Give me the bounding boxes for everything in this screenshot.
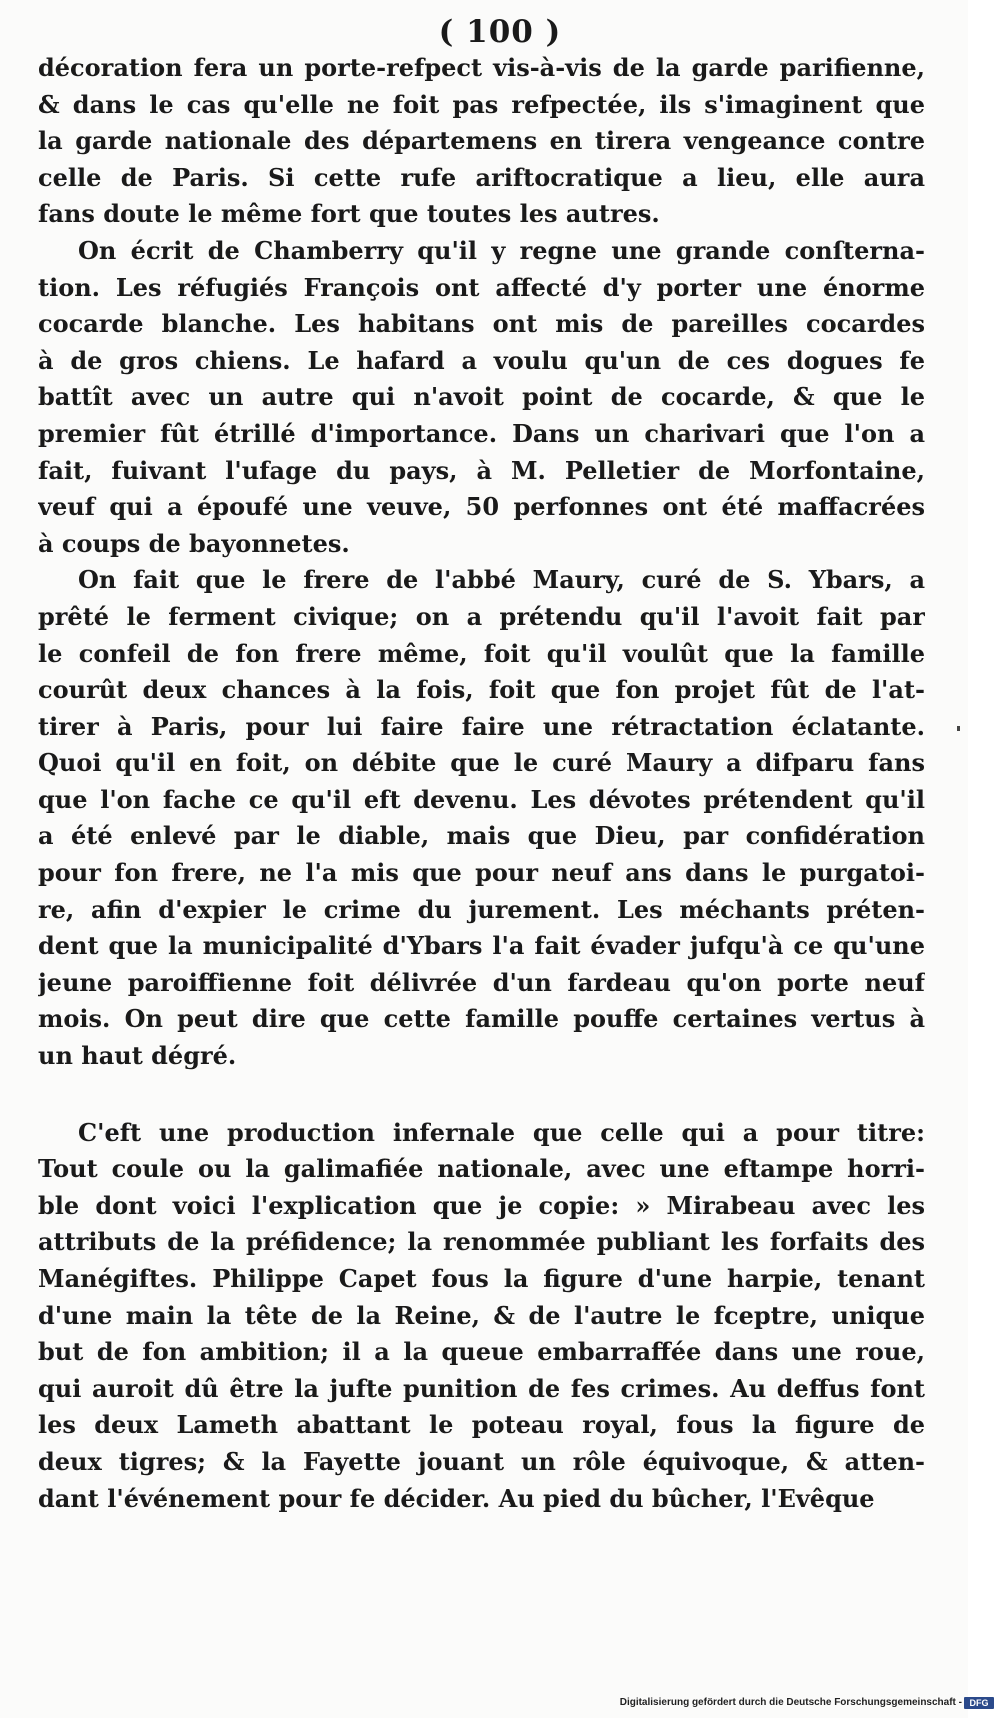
text-line: cocarde blanche. Les habitans ont mis de pareilles cocardes <box>38 309 925 339</box>
text-line: fait, fuivant l'ufage du pays, à M. Pelletier de Morfontaine, <box>38 455 925 485</box>
text-line: veuf qui a époufé une veuve, 50 perfonnes ont été maffacrées <box>38 492 925 522</box>
paragraph <box>38 50 925 233</box>
digitization-credit: Digitalisierung gefördert durch die Deutsche Forschungsgemeinschaft - <box>619 1697 962 1708</box>
text-line: ble dont voici l'explication que je copie: » Mirabeau avec les <box>38 1190 925 1220</box>
text-line: mois. On peut dire que cette famille pouffe certaines vertus à <box>38 1004 925 1034</box>
paragraph <box>38 1115 925 1518</box>
text-line: la garde nationale des départemens en tirera vengeance contre <box>38 126 925 156</box>
dfg-logo: DFG <box>964 1697 994 1709</box>
text-line: Tout coule ou la galimafiée nationale, avec une eftampe horri- <box>38 1154 925 1184</box>
text-line: Manégiftes. Philippe Capet fous la figure d'une harpie, tenant <box>38 1264 925 1293</box>
text-line: battît avec un autre qui n'avoit point de cocarde, & que le <box>38 382 925 412</box>
text-line: pour fon frere, ne l'a mis que pour neuf ans dans le purgatoi- <box>38 858 925 888</box>
text-line: qui auroit dû être la jufte punition de fes crimes. Au deffus font <box>38 1373 925 1403</box>
text-line: a été enlevé par le diable, mais que Dieu, par confidération <box>38 821 925 851</box>
paragraph <box>38 562 925 1074</box>
text-line: jeune paroiffienne foit délivrée d'un fardeau qu'on porte neuf <box>38 967 925 997</box>
text-line: un haut dégré. <box>38 1041 237 1071</box>
text-line: à de gros chiens. Le hafard a voulu qu'un de ces dogues fe <box>38 345 925 375</box>
text-line: celle de Paris. Si cette rufe ariftocratique a lieu, elle aura <box>38 162 925 192</box>
text-line: prêté le ferment civique; on a prétendu qu'il l'avoit fait par <box>38 601 925 631</box>
text-line: & dans le cas qu'elle ne foit pas refpectée, ils s'imaginent que <box>38 89 925 119</box>
text-line: d'une main la tête de la Reine, & de l'autre le fceptre, unique <box>38 1300 925 1330</box>
scan-margin <box>968 0 1000 1718</box>
text-line: dant l'événement pour fe décider. Au pied du bûcher, l'Evêque <box>38 1483 875 1513</box>
text-line: On fait que le frere de l'abbé Maury, curé de S. Ybars, a <box>78 565 925 595</box>
text-line: fans doute le même fort que toutes les autres. <box>38 199 660 229</box>
paragraph <box>38 233 925 562</box>
text-line: que l'on fache ce qu'il eft devenu. Les dévotes prétendent qu'il <box>38 784 925 814</box>
text-line: deux tigres; & la Fayette jouant un rôle équivoque, & atten- <box>38 1446 925 1476</box>
text-line: Quoi qu'il en foit, on débite que le curé Maury a difparu fans <box>38 748 925 778</box>
body-text <box>38 50 925 1517</box>
text-line: attributs de la préfidence; la renommée publiant les forfaits des <box>38 1227 925 1257</box>
text-line: à coups de bayonnetes. <box>38 528 350 558</box>
text-line: but de fon ambition; il a la queue embarraffée dans une roue, <box>38 1337 925 1367</box>
page-number: ( 100 ) <box>438 14 562 50</box>
text-line: décoration fera un porte-refpect vis-à-vis de la garde parifienne, <box>38 53 925 82</box>
paragraph-gap <box>38 1075 925 1115</box>
text-line: courût deux chances à la fois, foit que fon projet fût de l'at- <box>38 675 925 705</box>
text-line: le confeil de fon frere même, foit qu'il voulût que la famille <box>38 638 925 668</box>
text-line: premier fût étrillé d'importance. Dans un charivari que l'on a <box>38 418 925 448</box>
text-line: dent que la municipalité d'Ybars l'a fait évader jufqu'à ce qu'une <box>38 931 925 961</box>
text-line: les deux Lameth abattant le poteau royal, fous la figure de <box>38 1410 925 1440</box>
text-line: re, afin d'expier le crime du jurement. Les méchants préten- <box>38 894 925 924</box>
text-line: On écrit de Chamberry qu'il y regne une grande conſterna- <box>78 235 925 265</box>
ink-speck <box>957 726 960 731</box>
text-line: C'eft une production infernale que celle qui a pour titre: <box>78 1117 925 1147</box>
text-line: tirer à Paris, pour lui faire faire une rétractation éclatante. <box>38 711 925 741</box>
text-line: tion. Les réfugiés François ont affecté d'y porter une énorme <box>38 272 925 302</box>
